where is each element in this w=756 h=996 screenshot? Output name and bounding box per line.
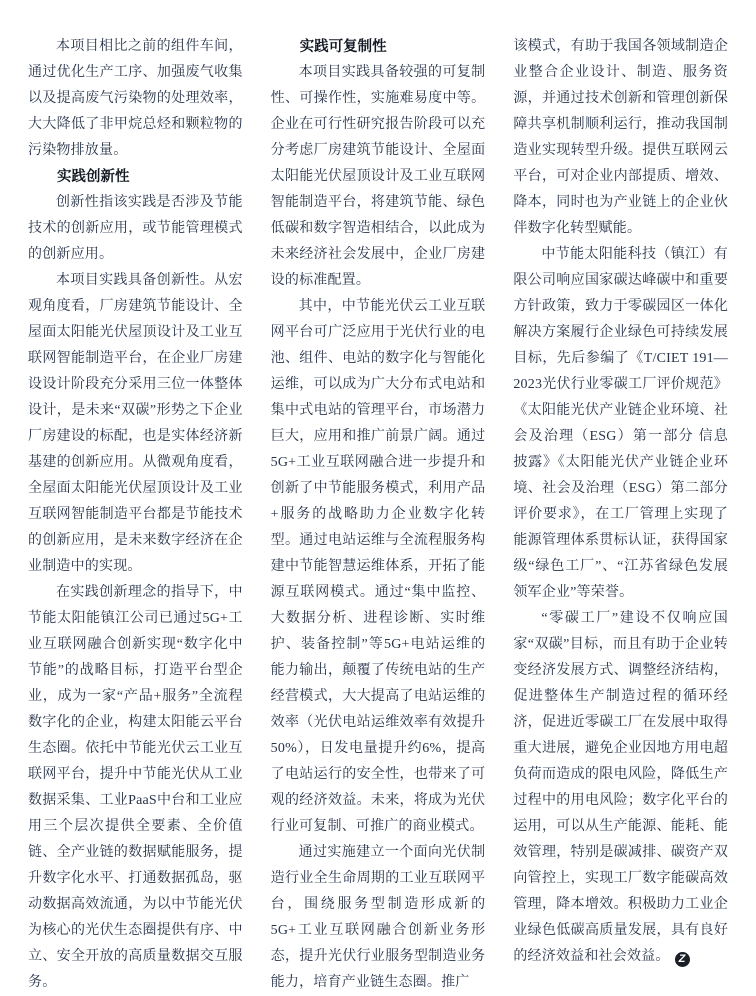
paragraph-platform-application: 其中，中节能光伏云工业互联网平台可广泛应用于光伏行业的电池、组件、电站的数字化与智能化运维，可以成为广大分布式电站和集中式电站的管理平台，市场潜力巨大，应用和推广前景广阔。通过5G+工业互联网融合进一步提升和创新了中节能服务模式，利用产品+服务的战略助力企业数字化转型。通过电站运维与全流程服务构建中节能智慧运维体系，开拓了能源互联网模式。通过“集中监控、大数据分析、进程诊断、实时维护、装备控制”等5G+电站运维的能力输出，颠覆了传统电站的生产经营模式，大大提高了电站运维的效率（光伏电站运维效率有效提升50%），日发电量提升约6%，提高了电站运行的安全性，也带来了可观的经济效益。未来，将成为光伏行业可复制、可推广的商业模式。 (270, 299, 486, 834)
text-column-2 (270, 34, 486, 990)
paragraph-company-honors: 中节能太阳能科技（镇江）有限公司响应国家碳达峰碳中和重要方针政策，致力于零碳园区一体化解决方案履行企业绿色可持续发展目标，先后参编了《T/CIET 191—2023光伏行业零碳工厂评价规范》《太阳能光伏产业链企业环境、社会及治理（ESG）第一部分 信息披露》《太阳能光伏产业链企业环境、社会及治理（ESG）第二部分 评价要求》，在工厂管理上实现了能源管理体系贯标认证，获得国家级“绿色工厂”、“江苏省绿色发展领军企业”等荣誉。 (513, 247, 729, 600)
text-column-3 (513, 34, 729, 965)
section-heading-practice-innovation: 实践创新性 (57, 169, 130, 185)
paragraph-zero-carbon-factory (513, 606, 728, 970)
paragraph-emissions-reduction: 本项目相比之前的组件车间，通过优化生产工序、加强废气收集以及提高废气污染物的处理效率，大大降低了非甲烷总烃和颗粒物的污染物排放量。 (28, 39, 243, 158)
paragraph-text: “零碳工厂”建设不仅响应国家“双碳”目标，而且有助于企业转变经济发展方式、调整经济结构，促进整体生产制造过程的循环经济，促进近零碳工厂在发展中取得重大进展，避免企业因地方用电超负荷而造成的限电风险，降低生产过程中的用电风险；数字化平台的运用，可以从生产能源、能耗、能效管理，特别是碳减排、碳资产双向管控上，实现工厂数字能碳高效管理，降本增效。积极助力工业企业绿色低碳高质量发展，具有良好的经济效益和社会效益。 (513, 611, 729, 964)
end-of-article-icon: Z (675, 952, 690, 967)
paragraph-industrial-internet: 通过实施建立一个面向光伏制造行业全生命周期的工业互联网平台，围绕服务型制造形成新的5G+工业互联网融合创新业务形态，提升光伏行业服务型制造业务能力，培育产业链生态圈。推广 (270, 845, 486, 990)
section-heading-practice-replicability: 实践可复制性 (299, 39, 387, 55)
paragraph-innovation-analysis: 本项目实践具备创新性。从宏观角度看，厂房建筑节能设计、全屋面太阳能光伏屋顶设计及工业互联网智能制造平台，在企业厂房建设设计阶段充分采用三位一体整体设计，是未来“双碳”形势之下企业厂房建设的标配，也是实体经济新基建的创新应用。从微观角度看，全屋面太阳能光伏屋顶设计及工业互联网智能制造平台都是节能技术的创新应用，是未来数字经济在企业制造中的实现。 (28, 273, 243, 574)
paragraph-replicability-overview: 本项目实践具备较强的可复制性、可操作性，实施难易度中等。企业在可行性研究报告阶段可以充分考虑厂房建筑节能设计、全屋面太阳能光伏屋顶设计及工业互联网智能制造平台，将建筑节能、绿色低碳和数字智造相结合，以此成为未来经济社会发展中，企业厂房建设的标准配置。 (270, 65, 486, 288)
paragraph-model-promotion: 该模式，有助于我国各领域制造企业整合企业设计、制造、服务资源，并通过技术创新和管理创新保障共享机制顺利运行，推动我国制造业实现转型升级。提供互联网云平台，可对企业内部提质、增效、降本，同时也为产业链上的企业伙伴数字化转型赋能。 (513, 39, 729, 236)
paragraph-digital-strategy: 在实践创新理念的指导下，中节能太阳能镇江公司已通过5G+工业互联网融合创新实现“数字化中节能”的战略目标，打造平台型企业，成为一家“产品+服务”全流程数字化的企业，构建太阳能云平台生态圈。依托中节能光伏云工业互联网平台，提升中节能光伏从工业数据采集、工业PaaS中台和工业应用三个层次提供全要素、全价值链、全产业链的数据赋能服务，提升数字化水平、打通数据孤岛，驱动数据高效流通，为以中节能光伏为核心的光伏生态圈提供有序、中立、安全开放的高质量数据交互服务。 (28, 585, 243, 990)
text-column-1 (28, 34, 243, 990)
paragraph-innovation-definition: 创新性指该实践是否涉及节能技术的创新应用，或节能管理模式的创新应用。 (28, 195, 243, 262)
